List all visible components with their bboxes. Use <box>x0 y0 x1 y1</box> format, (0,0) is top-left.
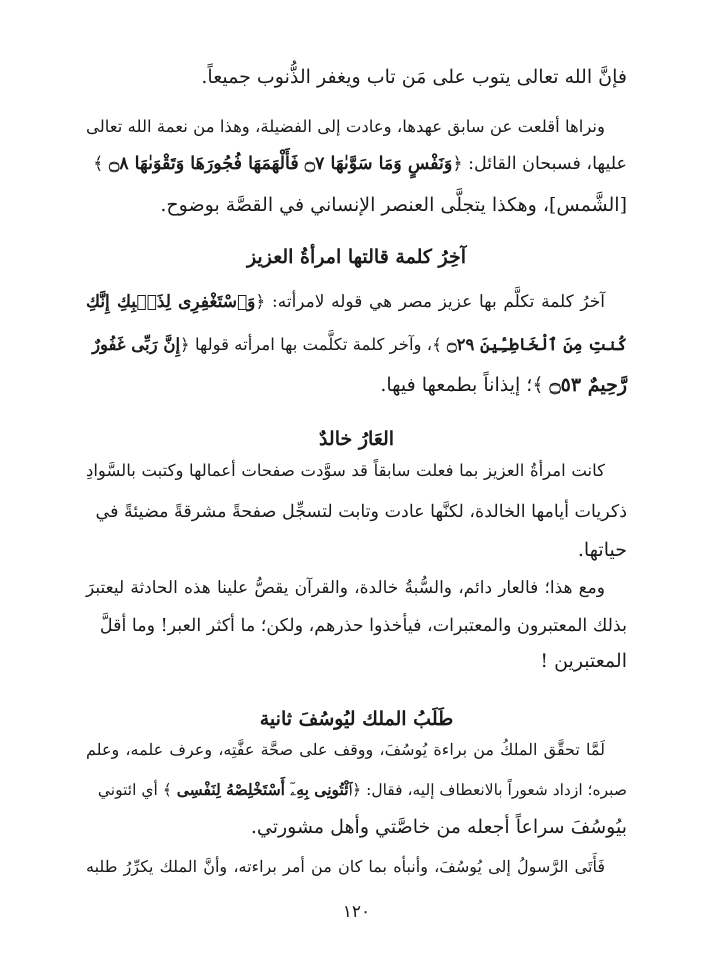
paragraph-line <box>93 149 627 179</box>
paragraph-line: بذلك المعتبرون والمعتبرات، فيأخذوا حذرهم، ولكن؛ ما أكثر العبر! وما أقلَّ <box>99 616 627 636</box>
text-run: ﴾ <box>93 154 104 174</box>
paragraph-line: [الشَّمس]، وهكذا يتجلَّى العنصر الإنساني في القصَّة بوضوح. <box>160 194 627 216</box>
section-heading: طَلَبُ الملك ليُوسُفَ ثانية <box>259 708 454 730</box>
quran-verse: ٱئْتُونِى بِهِۦٓ أَسْتَخْلِصْهُ لِنَفْسِى <box>176 780 353 799</box>
paragraph-line: ذكريات أيامها الخالدة، لكنَّها عادت وتابت لتسجِّل صفحةً مشرقةً مضيئةً في <box>95 502 627 522</box>
paragraph-line: ومع هذا؛ فالعار دائم، والسُّبةُ خالدة، والقرآن يقصُّ علينا هذه الحادثة ليعتبرَ <box>86 578 605 598</box>
text-run: ﴾؛ إيذاناً بطمعها فيها. <box>380 374 544 396</box>
section-heading: آخِرُ كلمة قالتها امرأةُ العزيز <box>246 246 467 268</box>
paragraph-line <box>86 287 627 317</box>
quran-verse: رَّحِيمٌ ۝٥٣ <box>549 374 627 396</box>
paragraph-line: كانت امرأةُ العزيز بما فعلت سابقاً قد سوَّدت صفحات أعمالها وكتبت بالسَّوادِ <box>86 461 605 480</box>
paragraph-line <box>380 370 627 400</box>
quran-verse: كُنتِ مِنَ ٱلْخَاطِـِٔينَ ۝٢٩ <box>447 335 627 354</box>
paragraph-line: لَمَّا تحقَّق الملكُ من براءة يُوسُفَ، ووقف على صحَّة عفَّتِه، وعرف علمه، وعلم <box>86 740 605 759</box>
paragraph-line: فإنَّ الله تعالى يتوب على مَن تاب ويغفر الذُّنوب جميعاً. <box>201 66 627 88</box>
paragraph-line <box>97 775 627 805</box>
paragraph-line: ونراها أقلعت عن سابق عهدها، وعادت إلى الفضيلة، وهذا من نعمة الله تعالى <box>86 117 605 136</box>
quran-verse: إِنَّ رَبِّى غَفُورٌ <box>92 335 181 354</box>
text-run: ﴾، وآخر كلمة تكلَّمت بها امرأته قولها ﴿ <box>180 335 442 354</box>
text-run: صبره؛ ازداد شعوراً بالانعطاف إليه، فقال: ﴿ <box>352 781 627 799</box>
text-run: عليها، فسبحان القائل: ﴿ <box>452 154 627 174</box>
quran-verse: وَنَفْسٍ وَمَا سَوَّىٰهَا ۝٧ فَأَلْهَمَهَا فُجُورَهَا وَتَقْوَىٰهَا ۝٨ <box>108 154 453 174</box>
paragraph-line: المعتبرين ! <box>540 650 627 672</box>
text-run: آخرُ كلمة تكلَّم بها عزيز مصر هي قوله لامرأته: ﴿ <box>255 292 606 312</box>
paragraph-line: فَأَتَى الرَّسولُ إلى يُوسُفَ، وأنبأه بما كان من أمر براءته، وأنَّ الملك يكرِّرُ طلبه <box>86 857 605 876</box>
text-run: ﴾ أي ائتوني <box>97 781 172 799</box>
page-number: ١٢٠ <box>342 902 371 922</box>
quran-verse: وَٱسْتَغْفِرِى لِذَنۢبِكِ إِنَّكِ <box>86 292 256 312</box>
paragraph-line <box>92 330 627 360</box>
paragraph-line: بيُوسُفَ سراعاً أجعله من خاصَّتي وأهل مشورتي. <box>250 816 627 838</box>
paragraph-line: حياتها. <box>577 539 627 561</box>
section-heading: العَارُ خالدٌ <box>318 428 395 450</box>
